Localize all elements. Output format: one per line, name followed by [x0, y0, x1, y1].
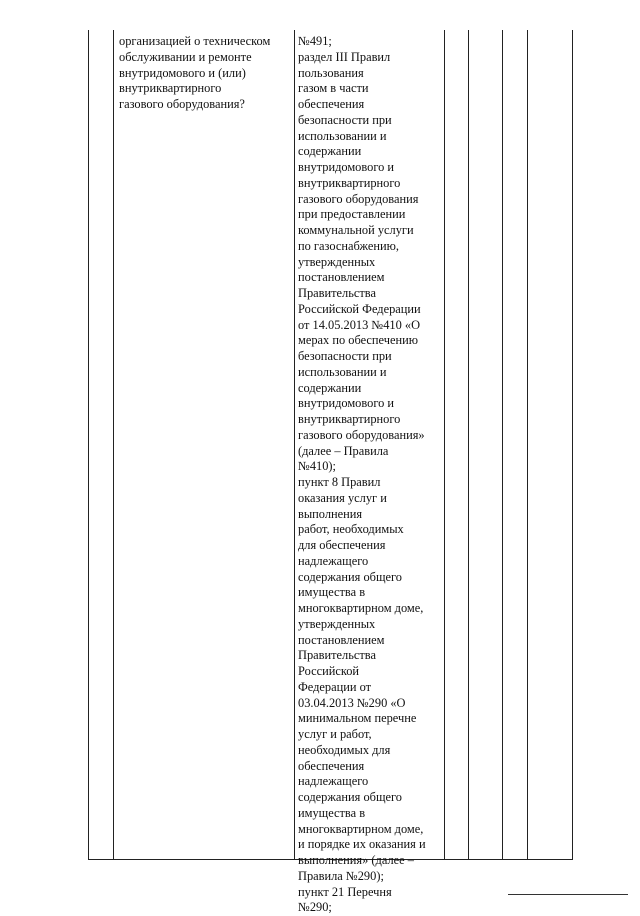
text-line: услуг и работ,: [298, 727, 372, 741]
text-line: Российской: [298, 664, 360, 678]
text-line: содержания общего: [298, 790, 402, 804]
text-line: мерах по обеспечению: [298, 333, 418, 348]
text-line: внутридомового и: [298, 396, 395, 411]
text-line: содержания общего: [298, 569, 402, 584]
text-line: №410);: [298, 459, 336, 474]
text-line: Российской Федерации: [298, 301, 421, 316]
text-line: оказания услуг и: [298, 490, 387, 505]
text-line: утвержденных: [298, 616, 376, 631]
text-line: пункт 8 Правил: [298, 475, 381, 489]
table-column-divider: [444, 30, 445, 860]
text-line: от 14.05.2013 №410 «О: [298, 317, 421, 332]
text-line: Федерации от: [298, 679, 372, 694]
text-line: имущества в: [298, 805, 366, 820]
text-line: обеспечения: [298, 758, 365, 773]
text-line: раздел III Правил: [298, 49, 391, 64]
text-line: пользования: [298, 65, 364, 80]
text-line: использовании и: [298, 364, 387, 379]
text-line: постановлением: [298, 632, 385, 647]
text-line: №290;: [298, 900, 332, 915]
text-line: обслуживании и ремонте: [119, 49, 252, 64]
requirements-cell: [298, 34, 426, 916]
text-line: многоквартирном доме,: [298, 821, 424, 836]
footer-signature-line: [508, 894, 628, 895]
text-line: безопасности при: [298, 349, 392, 363]
text-line: пункт 21 Перечня: [298, 884, 392, 899]
text-line: содержании: [298, 380, 362, 395]
text-line: безопасности при: [298, 112, 392, 127]
table-column-divider: [294, 30, 295, 860]
text-line: Правила №290);: [298, 868, 384, 883]
table-column-divider: [502, 30, 503, 860]
text-line: обеспечения: [298, 97, 365, 111]
text-line: работ, необходимых: [298, 522, 404, 537]
text-line: №491;: [298, 34, 332, 48]
text-line: организацией о техническом: [119, 34, 271, 48]
text-line: внутриквартирного: [119, 81, 222, 96]
text-line: и порядке их оказания и: [298, 837, 426, 852]
text-line: газом в части: [298, 81, 369, 96]
table-column-divider: [468, 30, 469, 860]
text-line: необходимых для: [298, 742, 391, 757]
text-line: внутридомового и: [298, 160, 395, 174]
text-line: выполнения» (далее –: [298, 853, 414, 867]
text-line: по газоснабжению,: [298, 238, 399, 253]
text-line: надлежащего: [298, 774, 369, 789]
text-line: коммунальной услуги: [298, 223, 414, 237]
text-line: газового оборудования»: [298, 427, 425, 442]
text-line: имущества в: [298, 585, 366, 600]
text-line: Правительства: [298, 286, 376, 300]
table-column-divider: [113, 30, 114, 860]
text-line: постановлением: [298, 270, 385, 285]
text-line: содержании: [298, 144, 362, 159]
text-line: газового оборудования?: [119, 97, 245, 111]
text-line: использовании и: [298, 128, 387, 143]
table-border-right: [572, 30, 573, 860]
table-border-left: [88, 30, 89, 860]
text-line: надлежащего: [298, 553, 369, 568]
text-line: при предоставлении: [298, 207, 406, 222]
text-line: внутридомового и (или): [119, 65, 246, 80]
text-line: внутриквартирного: [298, 175, 401, 190]
text-line: выполнения: [298, 506, 363, 521]
text-line: многоквартирном доме,: [298, 601, 424, 615]
text-line: (далее – Правила: [298, 443, 389, 458]
table-column-divider: [527, 30, 528, 860]
text-line: утвержденных: [298, 254, 376, 269]
text-line: газового оборудования: [298, 191, 419, 206]
text-line: 03.04.2013 №290 «О: [298, 695, 406, 710]
question-cell: [119, 34, 270, 113]
text-line: для обеспечения: [298, 538, 386, 552]
text-line: внутриквартирного: [298, 412, 401, 426]
text-line: Правительства: [298, 648, 376, 663]
text-line: минимальном перечне: [298, 711, 417, 726]
